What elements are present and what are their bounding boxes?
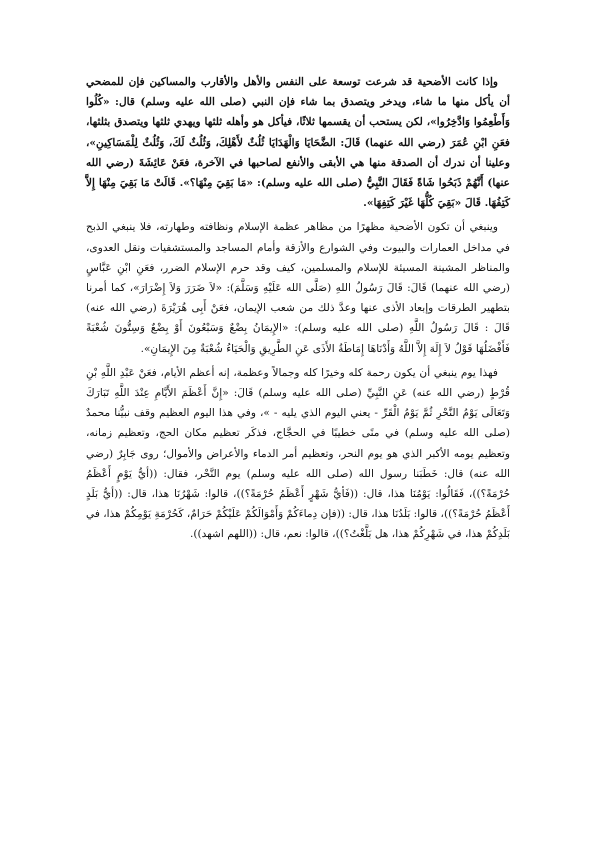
paragraph-sacrifice-distribution: وإذا كانت الأضحية قد شرعت توسعة على النفس والأهل والأقارب والمساكين فإن للمضحي أن يأكل منها ما شاء، ويدخر ويتصدق بما شاء فإن النبي (صلى الله عليه وسلم) قال: «كُلُوا وَأَطْعِمُوا وَادَّخِرُوا»، لكن يستحب أن يقسمها ثلاثًا، فيأكل هو وأهله ثلثها ويهدي ثلثها ويتصدق بثلثها، فعَنِ ابْنِ عُمَرَ (رضي الله عنهما) قَالَ: الضَّحَايَا وَالْهَدَايَا ثُلُثٌ لأَهْلِكَ، وَثُلُثٌ لَكَ، وَثُلُثٌ لِلْمَسَاكِينِ»، وعلينا أن ندرك أن الصدقة منها هي الأبقى والأنفع لصاحبها في الآخرة، فعَنْ عَائِشَةَ (رضي الله عنها) أَنَّهُمْ ذَبَحُوا شَاةً فَقَالَ النَّبِيُّ (صلى الله عليه وسلم): «مَا بَقِيَ مِنْهَا؟». قَالَتْ مَا بَقِيَ مِنْهَا إِلاَّ كَتِفُهَا. قَالَ «بَقِيَ كُلُّهَا غَيْرَ كَتِفِهَا».: [86, 76, 510, 210]
document-body: [86, 72, 510, 549]
paragraph-cleanliness: وينبغي أن تكون الأضحية مظهرًا من مظاهر عظمة الإسلام ونظافته وطهارته، فلا ينبغي الذبح في مداخل العمارات والبيوت وفي الشوارع والأزقة وأمام المساجد والمستشفيات ونقل العدوى، والمناظر المشينة المسيئة للإسلام والمسلمين، كيف وقد حرم الإسلام الضرر، فعَنِ ابْنِ عَبَّاسٍ (رضي الله عنهما) قَالَ: قَالَ رَسُولُ اللهِ (صَلَّى الله عَلَيْهِ وَسَلَّمَ): «لاَ ضَرَرَ وَلاَ إِضْرَارَ»، كما أمرنا بتطهير الطرقات وإبعاد الأذى عنها وعدَّ ذلك من شعب الإيمان، فعَنْ أَبِى هُرَيْرَةَ (رضي الله عنه) قَالَ : قَالَ رَسُولُ اللَّهِ (صلى الله عليه وسلم): «الإِيمَانُ بِضْعٌ وَسَبْعُونَ أَوْ بِضْعٌ وَسِتُّونَ شُعْبَةً فَأَفْضَلُهَا قَوْلُ لاَ إِلَهَ إِلاَّ اللَّهُ وَأَدْنَاهَا إِمَاطَةُ الأَذَى عَنِ الطَّرِيقِ وَالْحَيَاءُ شُعْبَةٌ مِنَ الإِيمَانِ».: [86, 221, 510, 355]
paragraph-day-of-sacrifice: فهذا يوم ينبغي أن يكون رحمة كله وخيرًا كله وجمالاً وعظمة، إنه أعظم الأيام، فعَنْ عَبْدِ اللَّهِ بْنِ قُرْطٍ (رضي الله عنه) عَنِ النَّبِيِّ (صلى الله عليه وسلم) قَالَ: «إِنَّ أَعْظَمَ الأَيَّامِ عِنْدَ اللَّهِ تَبَارَكَ وَتَعَالَى يَوْمُ النَّحْرِ ثُمَّ يَوْمُ الْقَرِّ - يعني اليوم الذي يليه - »، وفي هذا اليوم العظيم وقف نبيُّنا محمدٌ (صلى الله عليه وسلم) في منًى خطيبًا في الحجَّاج، فذكَر تعظيم مكان الحج، وتعظيم زمانه، وتعظيم يومه الأكبر الذي هو يوم النحر، وتعظيم أمر الدماء والأعراض والأموال؛ روى جَابِرٌ (رضي الله عنه) قال: خَطَبَنا رسول الله (صلى الله عليه وسلم) يوم النَّحْر، فقال: ((أيُّ يَوْمٍ أَعْظَمُ حُرْمَةً؟))، فَقَالُوا: يَوْمُنَا هذا، قال: ((فَأيُّ شَهْرٍ أَعْظَمُ حُرْمَةً؟))، قالوا: شَهْرُنَا هذا، قال: ((أيُّ بَلَدٍ أَعْظَمُ حُرْمَةً؟))، قالوا: بَلَدُنَا هذا، قال: ((فإن دِماءَكُمْ وَأَمْوَالَكُمْ عَلَيْكُمْ حَرَامٌ، كَحُرْمَةِ يَوْمِكُمْ هذا، في بَلَدِكُمْ هذا، في شَهْرِكُمْ هذا، هل بَلَّغْتُ؟))، قالوا: نعم، قال: ((اللهم اشهد)).: [85, 366, 510, 541]
